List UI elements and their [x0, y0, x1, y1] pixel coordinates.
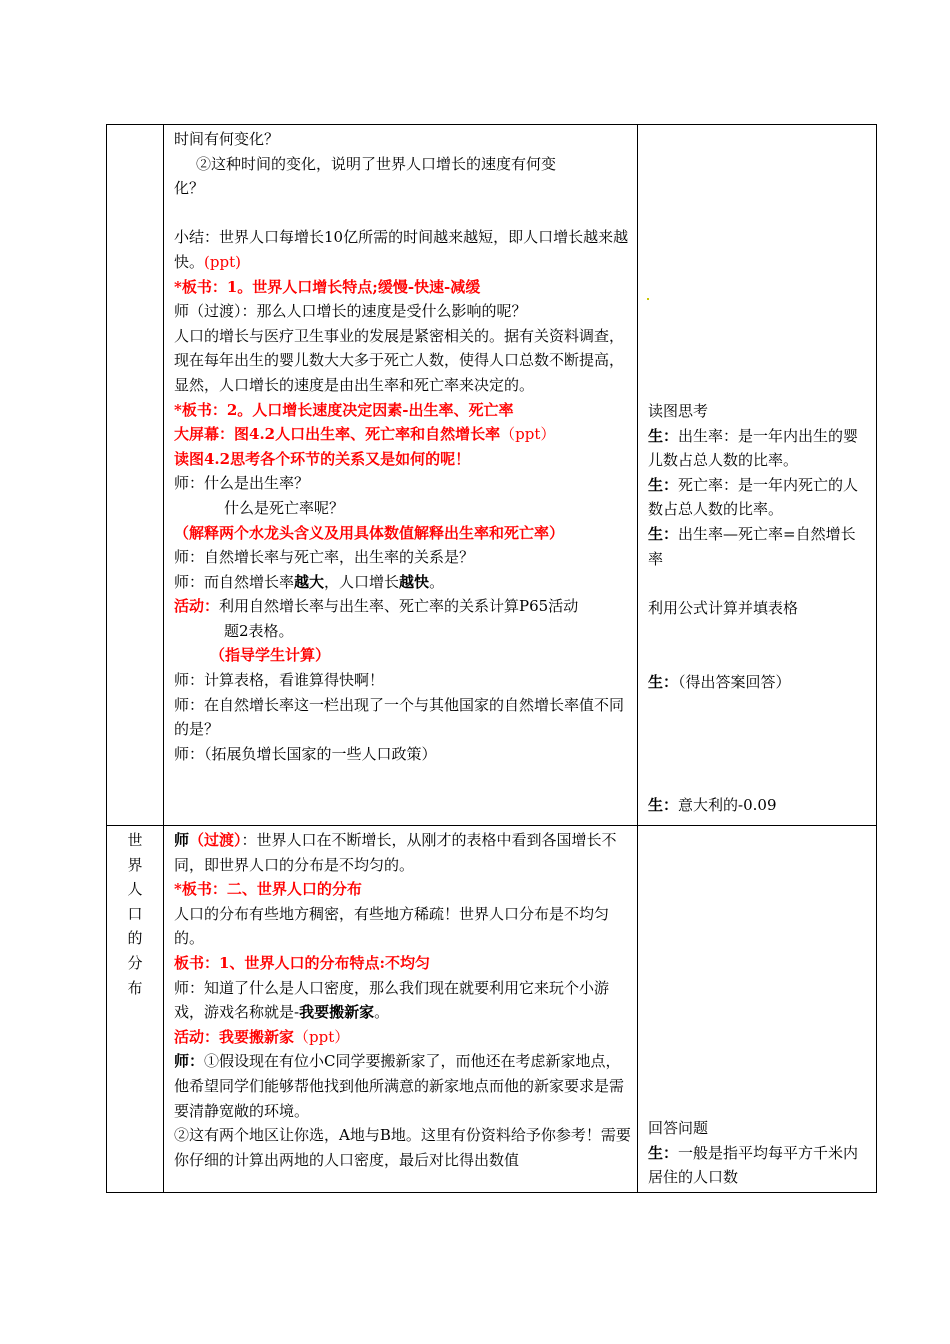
paragraph: 师：在自然增长率这一栏出现了一个与其他国家的自然增长率值不同的是？ — [174, 695, 625, 739]
section-char: 布 — [127, 978, 143, 997]
paragraph — [174, 976, 631, 1025]
text-part: 师：而自然增长率 — [174, 572, 295, 591]
text-part: ①假设现在有位小C同学要搬新家了，而他还在考虑新家地点，他希望同学们能够帮他找到他所满意的新家地点而他的新家要求是需要清静宽敞的环境。 — [174, 1052, 625, 1120]
blank-line — [648, 719, 870, 744]
text-line — [174, 570, 631, 595]
speaker-label: 生： — [648, 524, 679, 543]
teacher-activity-cell — [164, 125, 638, 826]
blank-line — [648, 645, 870, 670]
guide-note: （指导学生计算） — [210, 646, 331, 665]
section-char: 界 — [127, 855, 143, 874]
section-char: 人 — [127, 880, 143, 899]
transition-label: （过渡） — [189, 831, 242, 849]
speaker-label: 生： — [648, 1143, 679, 1162]
text-line: 师：自然增长率与死亡率，出生率的关系是？ — [174, 548, 475, 567]
blank-line — [648, 694, 870, 719]
section-char: 口 — [127, 904, 143, 923]
text-part: 师：知道了什么是人口密度，那么我们现在就要利用它来玩个小游戏，游戏名称就是- — [174, 978, 610, 1022]
paragraph — [174, 828, 631, 877]
board-note: *板书：2。人口增长速度决定因素-出生率、死亡率 — [174, 400, 514, 419]
speck-mark — [647, 298, 649, 300]
text-line — [648, 793, 870, 818]
screen-label: 大屏幕：图4.2人口出生率、死亡率和自然增长率 — [174, 425, 501, 444]
text-part: （得出答案回答） — [678, 672, 791, 691]
section-cell-empty — [107, 125, 164, 826]
text-line — [648, 424, 870, 473]
text-line: 化？ — [174, 179, 205, 198]
text-part: 出生率—死亡率=自然增长率 — [648, 524, 856, 568]
text-line: 师（过渡）：那么人口增长的速度是受什么影响的呢？ — [174, 302, 527, 321]
text-line: 师：什么是出生率？ — [174, 474, 310, 493]
blank-line — [648, 620, 870, 645]
section-cell — [107, 826, 164, 1193]
text-line — [648, 473, 870, 522]
text-line: 读图思考 — [648, 402, 709, 420]
speaker-label: 生： — [648, 475, 679, 494]
board-note: 板书：1、世界人口的分布特点:不均匀 — [174, 953, 430, 972]
speaker-label: 师： — [174, 744, 205, 763]
activity-label: 活动：我要搬新家 — [174, 1027, 295, 1046]
text-line: 题2表格。 — [224, 621, 294, 640]
lesson-plan-table — [106, 124, 877, 1193]
section-title — [107, 826, 163, 1000]
text-line — [174, 742, 631, 767]
speaker-label: 生： — [648, 795, 679, 814]
blank-line — [648, 571, 870, 596]
text-part: 死亡率：是一年内死亡的人数占总人数的比率。 — [648, 475, 859, 519]
text-line — [648, 1141, 870, 1190]
paragraph: ②这有两个地区让你选，A地与B地。这里有份资料给予你参考！需要你仔细的计算出两地的人口密度，最后对比得出数值 — [174, 1126, 631, 1169]
table-row — [107, 826, 877, 1193]
section-char: 世 — [127, 831, 143, 849]
summary-paragraph — [174, 225, 631, 274]
text-part: 。 — [429, 572, 445, 591]
speaker-label: 生： — [648, 426, 679, 445]
ppt-marker: (ppt) — [204, 252, 241, 271]
blank-line — [174, 201, 631, 226]
student-activity-cell — [638, 125, 877, 826]
speaker-label: 师： — [174, 1052, 205, 1071]
blank-line — [648, 743, 870, 768]
teacher-activity-cell — [164, 826, 638, 1193]
bold-text: 越大 — [294, 572, 325, 591]
bold-text: 越快 — [399, 572, 430, 591]
activity-label: 活动： — [174, 597, 220, 616]
text-line: 时间有何变化？ — [174, 130, 280, 148]
summary-text: 小结：世界人口每增长10亿所需的时间越来越短，即人口增长越来越快。 — [174, 228, 629, 271]
text-part: 出生率：是一年内出生的婴儿数占总人数的比率。 — [648, 426, 859, 470]
activity-line — [174, 594, 631, 619]
text-part: 一般是指平均每平方千米内居住的人口数 — [648, 1143, 859, 1187]
student-activity-cell — [638, 826, 877, 1193]
text-part: 意大利的-0.09 — [678, 795, 777, 814]
text-line: 回答问题 — [648, 1119, 709, 1137]
speaker-label: 师 — [174, 831, 190, 849]
board-note: *板书：二、世界人口的分布 — [174, 880, 362, 899]
text-part: （拓展负增长国家的一些人口政策） — [204, 744, 437, 763]
section-char: 的 — [127, 929, 143, 948]
activity-line — [174, 1025, 631, 1050]
table-row — [107, 125, 877, 826]
section-char: 分 — [127, 953, 143, 972]
ppt-marker: （ppt） — [500, 425, 556, 444]
text-line — [648, 522, 870, 571]
text-part: ，人口增长 — [324, 572, 400, 591]
text-line: 利用公式计算并填表格 — [648, 598, 799, 617]
text-line: 什么是死亡率呢？ — [224, 498, 345, 517]
speaker-label: 生： — [648, 672, 679, 691]
blank-line — [648, 768, 870, 793]
text-line: ②这种时间的变化，说明了世界人口增长的速度有何变 — [196, 154, 557, 173]
explain-note: （解释两个水龙头含义及用具体数值解释出生率和死亡率） — [174, 523, 565, 542]
text-part: ：世界人口在不断增长，从刚才的表格中看到各国增长不同，即世界人口的分布是不均匀的。 — [174, 831, 617, 874]
text-part: 。 — [374, 1003, 390, 1022]
board-note: *板书：1。世界人口增长特点;缓慢-快速-减缓 — [174, 277, 481, 296]
text-line — [648, 670, 870, 695]
paragraph — [174, 1049, 631, 1123]
paragraph: 人口的分布有些地方稠密，有些地方稀疏！世界人口分布是不均匀的。 — [174, 904, 610, 948]
read-figure-line: 读图4.2思考各个环节的关系又是如何的呢！ — [174, 449, 471, 468]
paragraph: 人口的增长与医疗卫生事业的发展是紧密相关的。据有关资料调查，现在每年出生的婴儿数大大多于死亡人数，使得人口总数不断提高，显然，人口增长的速度是由出生率和死亡率来决定的。 — [174, 326, 625, 394]
bold-text: 我要搬新家 — [299, 1003, 375, 1022]
ppt-marker: （ppt） — [294, 1027, 350, 1046]
screen-line — [174, 422, 631, 447]
text-line: 师：计算表格，看谁算得快啊！ — [174, 671, 385, 690]
activity-text: 利用自然增长率与出生率、死亡率的关系计算P65活动 — [219, 597, 579, 616]
